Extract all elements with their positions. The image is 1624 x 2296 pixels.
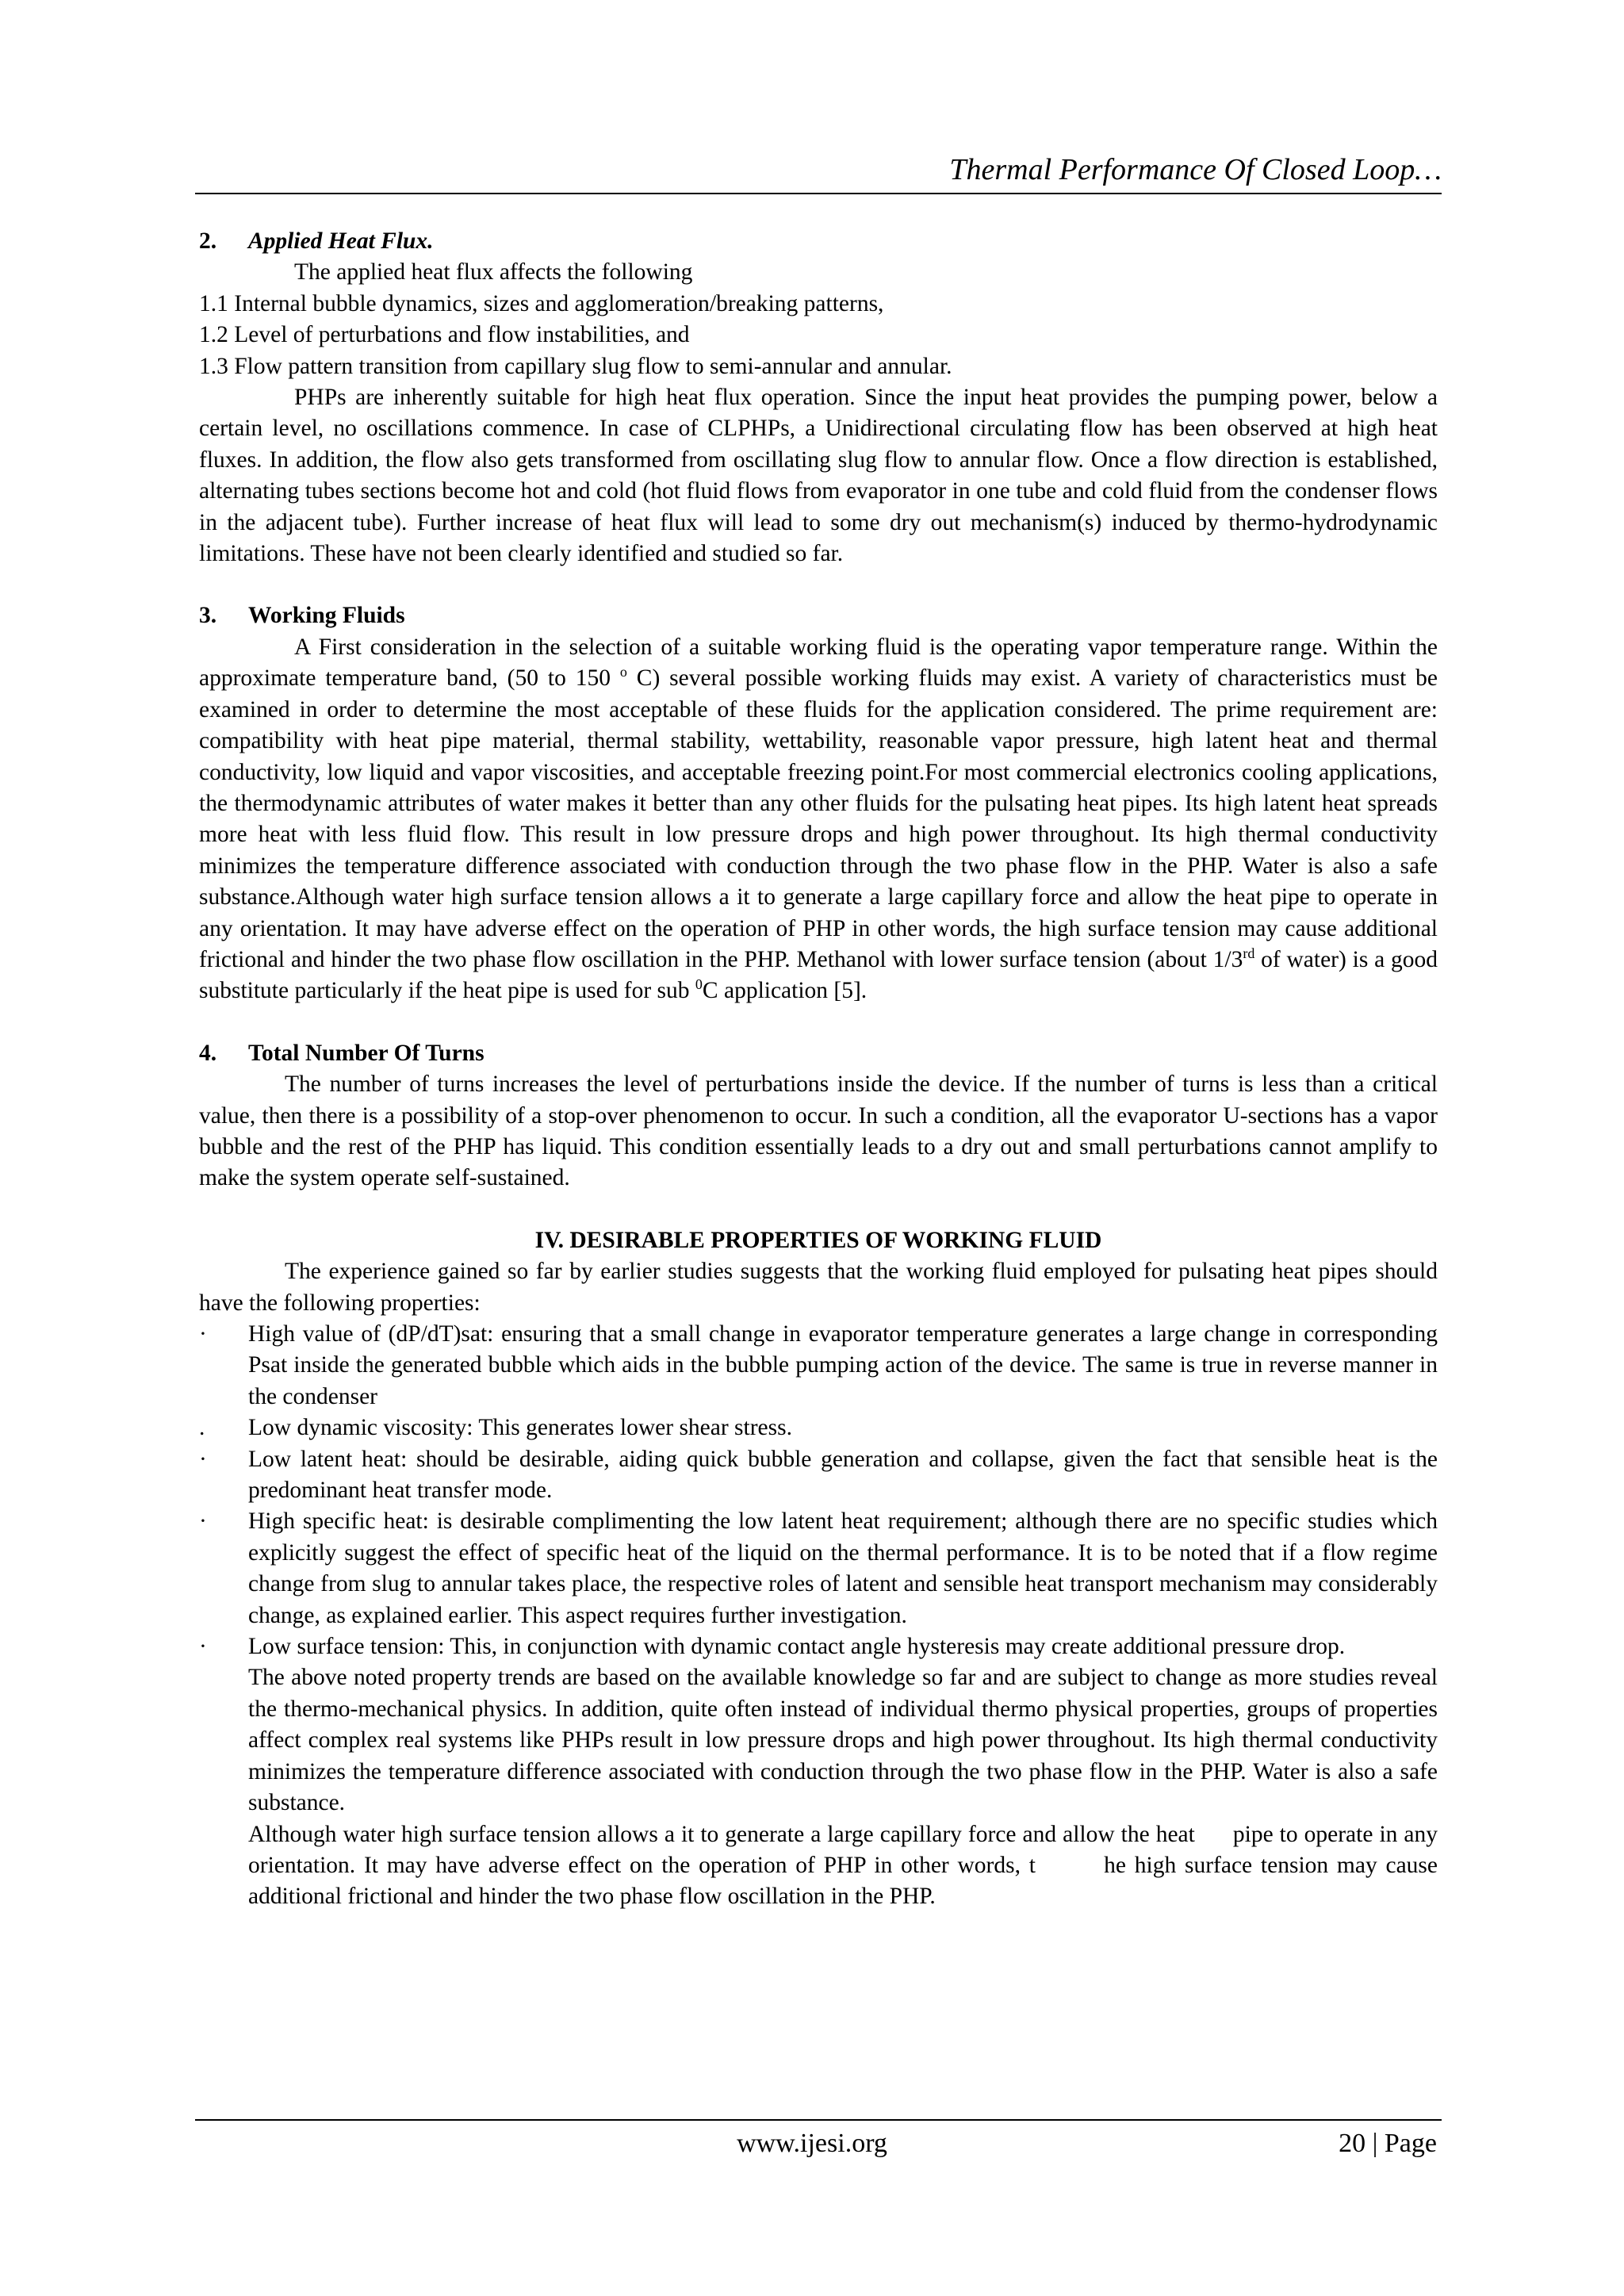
list-item — [199, 1631, 1438, 1662]
section-3-paragraph — [199, 632, 1438, 1007]
text-run: C application [5]. — [702, 978, 868, 1004]
footer-rule — [195, 2119, 1442, 2121]
section-2-item: 1.3 Flow pattern transition from capillary slug flow to semi-annular and annular. — [199, 353, 952, 379]
page-number: 20 | Page — [1339, 2129, 1437, 2158]
section-iv-heading: IV. DESIRABLE PROPERTIES OF WORKING FLUID — [534, 1227, 1102, 1253]
bullet-text: High specific heat: is desirable complimenting the low latent heat requirement; although there are no specific studies which explicitly suggest the effect of specific heat of the liquid on the thermal performance. It is to be noted that if a flow regime change from slug to annular takes place, the respective roles of latent and sensible heat transport mechanism may considerably change, as explained earlier. This aspect requires further investigation. — [248, 1508, 1438, 1628]
bullet-mark: · — [199, 1508, 207, 1535]
section-2-number: 2. — [199, 228, 217, 254]
bullet-mark: · — [199, 1446, 207, 1472]
section-4-title: Total Number Of Turns — [248, 1040, 485, 1066]
superscript: o — [619, 664, 627, 680]
running-header: Thermal Performance Of Closed Loop… — [949, 153, 1442, 186]
bullet-mark: · — [199, 1321, 207, 1347]
text-run: A First consideration in the selection of a suitable working fluid is the operating vapor temperature range. Within the approximate temperature band, (50 to 150 — [199, 634, 1438, 692]
superscript: rd — [1243, 945, 1255, 962]
section-2-item: 1.2 Level of perturbations and flow instabilities, and — [199, 322, 690, 348]
section-3-number: 3. — [199, 603, 217, 629]
page-body — [199, 226, 1444, 1913]
closing-paragraph: The above noted property trends are based on the available knowledge so far and are subject to change as more studies reveal the thermo-mechanical physics. In addition, quite often instead of individual thermo physical properties, groups of properties affect complex real systems like PHPs result in low pressure drops and high power throughout. Its high thermal conductivity minimizes the temperature difference associated with conduction through the two phase flow in the PHP. Water is also a safe substance. — [248, 1665, 1438, 1816]
section-4-number: 4. — [199, 1040, 217, 1066]
list-item — [199, 1319, 1438, 1412]
list-item — [199, 1506, 1438, 1631]
text-run: C) several possible working fluids may exist. A variety of characteristics must be examined in order to determine the most acceptable of these fluids for the application considered. The prime requirement are: compatibility with heat pipe material, thermal stability, wettability, reasonable vapor pressure, high latent heat and thermal conductivity, low liquid and vapor viscosities, and acceptable freezing point.For most commercial electronics cooling applications, the thermodynamic attributes of water makes it better than any other fluids for the pulsating heat pipes. Its high latent heat spreads more heat with less fluid flow. This result in low pressure drops and high power throughout. Its high thermal conductivity minimizes the temperature difference associated with conduction through the two phase flow in the PHP. Water is also a safe substance.Although water high surface tension allows a it to generate a large capillary force and allow the heat pipe to operate in any orientation. It may have adverse effect on the operation of PHP in other words, the high surface tension may cause additional frictional and hinder the two phase flow oscillation in the PHP. Methanol with lower surface tension (about 1/3 — [199, 665, 1438, 972]
section-4-heading — [199, 1038, 1438, 1069]
list-item — [199, 1444, 1438, 1507]
list-item — [199, 1412, 1438, 1443]
section-2-intro: The applied heat flux affects the following — [294, 259, 693, 286]
footer-site: www.ijesi.org — [737, 2129, 887, 2158]
closing-paragraph: Although water high surface tension allows a it to generate a large capillary force and allow the heat pipe to operate in any orientation. It may have adverse effect on the operation of PHP in other words, t he high surface tension may cause additional frictional and hinder the two phase flow oscillation in the PHP. — [248, 1821, 1444, 1910]
section-4-paragraph: The number of turns increases the level of perturbations inside the device. If the number of turns is less than a critical value, then there is a possibility of a stop-over phenomenon to occur. In such a condition, all the evaporator U-sections has a vapor bubble and the rest of the PHP has liquid. This condition essentially leads to a dry out and small perturbations cannot amplify to make the system operate self-sustained. — [199, 1071, 1438, 1191]
bullet-text: High value of (dP/dT)sat: ensuring that a small change in evaporator temperature generates a large change in corresponding Psat inside the generated bubble which aids in the bubble pumping action of the device. The same is true in reverse manner in the condenser — [248, 1321, 1438, 1409]
text-run: of water) is a good substitute particularly if the heat pipe is used for sub — [199, 946, 1438, 1004]
bullet-text: Low dynamic viscosity: This generates lower shear stress. — [248, 1415, 792, 1441]
section-iv-intro: The experience gained so far by earlier studies suggests that the working fluid employed for pulsating heat pipes should have the following properties: — [199, 1259, 1438, 1316]
bullet-text: Low latent heat: should be desirable, aiding quick bubble generation and collapse, given the fact that sensible heat is the predominant heat transfer mode. — [248, 1446, 1438, 1504]
bullet-text: Low surface tension: This, in conjunction with dynamic contact angle hysteresis may create additional pressure drop. — [248, 1634, 1346, 1660]
section-2-paragraph: PHPs are inherently suitable for high heat flux operation. Since the input heat provides the pumping power, below a certain level, no oscillations commence. In case of CLPHPs, a Unidirectional circulating flow has been observed at high heat fluxes. In addition, the flow also gets transformed from oscillating slug flow to annular flow. Once a flow direction is established, alternating tubes sections become hot and cold (hot fluid flows from evaporator in one tube and cold fluid from the condenser flows in the adjacent tube). Further increase of heat flux will lead to some dry out mechanism(s) induced by thermo-hydrodynamic limitations. These have not been clearly identified and studied so far. — [199, 385, 1438, 567]
section-2-item: 1.1 Internal bubble dynamics, sizes and agglomeration/breaking patterns, — [199, 290, 884, 316]
superscript: 0 — [695, 976, 703, 993]
header-rule — [195, 193, 1442, 194]
section-3-heading — [199, 600, 1438, 631]
section-2-heading — [199, 226, 1438, 257]
section-3-title: Working Fluids — [248, 603, 405, 629]
bullet-mark: . — [199, 1415, 205, 1441]
bullet-mark: · — [199, 1634, 207, 1660]
section-2-title: Applied Heat Flux. — [248, 228, 434, 254]
